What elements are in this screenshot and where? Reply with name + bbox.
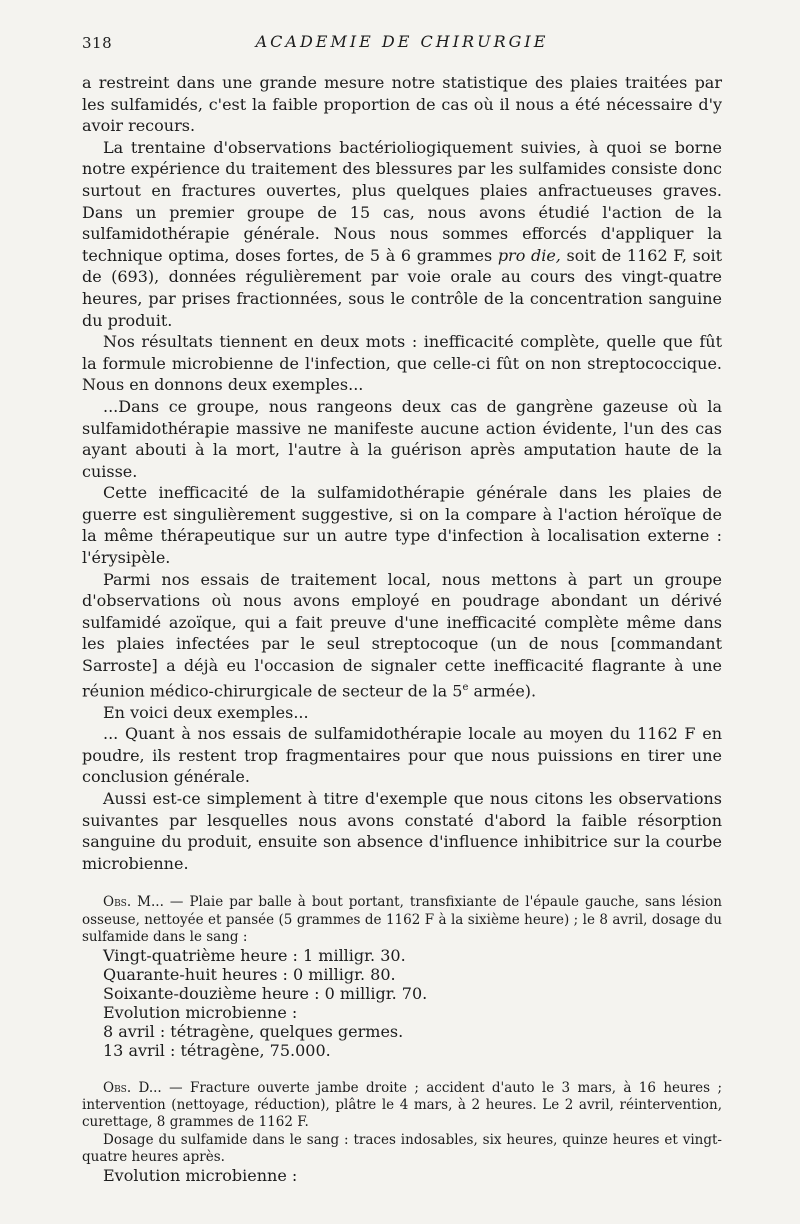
paragraph-1: a restreint dans une grande mesure notre statistique des plaies traitées par les sulfamidés, c'est la faible proportion de cas où il nous a été nécessaire d'y avoir recours. bbox=[82, 73, 722, 136]
document-page bbox=[82, 30, 722, 1185]
page-number: 318 bbox=[82, 34, 113, 52]
pro-die-italic: pro die, bbox=[497, 245, 561, 265]
observation-m-line: Soixante-douzième heure : 0 milligr. 70. bbox=[103, 983, 428, 1003]
observation-m-line: 13 avril : tétragène, 75.000. bbox=[103, 1040, 331, 1060]
observation-m-line: 8 avril : tétragène, quelques germes. bbox=[103, 1021, 404, 1041]
observation-m-intro: Obs. M... — Plaie par balle à bout portant, transfixiante de l'épaule gauche, sans lésion osseuse, nettoyée et pansée (5 grammes de 1162 F à la sixième heure) ; le 8 avril, dosage du sulfamide dans le sang : bbox=[82, 894, 722, 945]
paragraph-8: ... Quant à nos essais de sulfamidothérapie locale au moyen du 1162 F en poudre, ils restent trop fragmentaires pour que nous puissions en tirer une conclusion générale. bbox=[82, 724, 722, 787]
observation-d-label: Obs. D... bbox=[103, 1079, 162, 1096]
paragraph-6: Parmi nos essais de traitement local, nous mettons à part un groupe d'observations où nous avons employé en poudrage abondant un dérivé sulfamidé azoïque, qui a fait preuve d'une inefficacité complète même dans les plaies infectées par le seul streptocoque (un de nous [commandant Sarroste] a déjà eu l'occasion de signaler cette inefficacité flagrante à une réunion médico-chirurgicale de secteur de la 5e armée). bbox=[82, 569, 722, 700]
page-header bbox=[82, 30, 722, 54]
superscript-e: e bbox=[462, 681, 469, 693]
paragraph-4: ...Dans ce groupe, nous rangeons deux cas de gangrène gazeuse où la sulfamidothérapie massive ne manifeste aucune action évidente, l'un des cas ayant abouti à la mort, l'autre à la guérison après amputation haute de la cuisse. bbox=[82, 396, 722, 481]
observation-m-label: Obs. M... bbox=[103, 894, 164, 911]
paragraph-3: Nos résultats tiennent en deux mots : inefficacité complète, quelle que fût la formule microbienne de l'infection, que celle-ci fût on non streptococcique. Nous en donnons deux exemples... bbox=[82, 332, 722, 395]
observation-m bbox=[82, 894, 722, 1060]
observation-d bbox=[82, 1080, 722, 1185]
observation-m-line: Quarante-huit heures : 0 milligr. 80. bbox=[103, 964, 396, 984]
running-title: ACADEMIE DE CHIRURGIE bbox=[255, 32, 549, 51]
paragraph-5: Cette inefficacité de la sulfamidothérapie générale dans les plaies de guerre est singulièrement suggestive, si on la compare à l'action héroïque de la même thérapeutique sur un autre type d'infection à localisation externe : l'érysipèle. bbox=[82, 483, 722, 568]
observation-m-line: Evolution microbienne : bbox=[103, 1002, 298, 1022]
observation-d-line: Evolution microbienne : bbox=[103, 1165, 298, 1185]
body-text bbox=[82, 72, 722, 874]
paragraph-2: La trentaine d'observations bactérioliogiquement suivies, à quoi se borne notre expérience du traitement des blessures par les sulfamides consiste donc surtout en fractures ouvertes, plus quelques plaies anfractueuses graves. Dans un premier groupe de 15 cas, nous avons étudié l'action de la sulfamidothérapie générale. Nous nous sommes efforcés d'appliquer la technique optima, doses fortes, de 5 à 6 grammes pro die, soit de 1162 F, soit de (693), données régulièrement par voie orale au cours des vingt-quatre heures, par prises fractionnées, sous le contrôle de la concentration sanguine du produit. bbox=[82, 137, 722, 330]
observation-m-line: Vingt-quatrième heure : 1 milligr. 30. bbox=[103, 945, 406, 965]
paragraph-9: Aussi est-ce simplement à titre d'exemple que nous citons les observations suivantes par lesquelles nous avons constaté d'abord la faible résorption sanguine du produit, ensuite son absence d'influence inhibitrice sur la courbe microbienne. bbox=[82, 788, 722, 873]
observation-d-intro: Obs. D... — Fracture ouverte jambe droite ; accident d'auto le 3 mars, à 16 heures ; intervention (nettoyage, réduction), plâtre le 4 mars, à 2 heures. Le 2 avril, réintervention, curettage, 8 grammes de 1162 F. bbox=[82, 1079, 722, 1131]
observation-d-line: Dosage du sulfamide dans le sang : traces indosables, six heures, quinze heures et vingt-quatre heures après. bbox=[82, 1131, 722, 1165]
paragraph-7: En voici deux exemples... bbox=[103, 702, 309, 722]
